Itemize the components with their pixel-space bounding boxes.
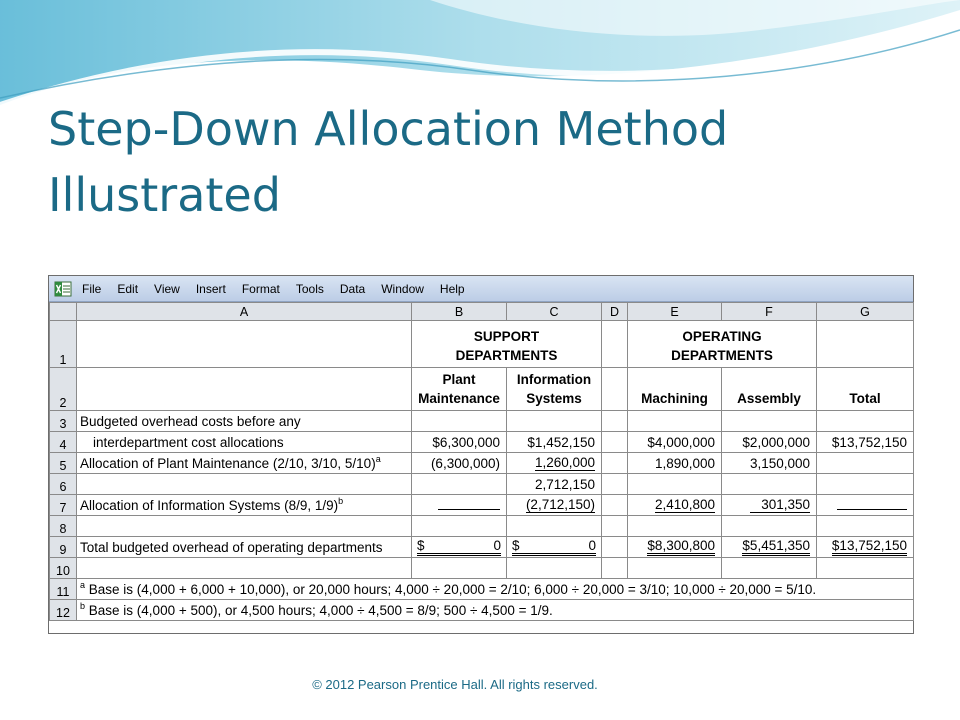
cell[interactable]: [722, 516, 817, 537]
cell-plant-maintenance[interactable]: [412, 495, 507, 516]
footnote-a[interactable]: [77, 579, 914, 600]
double-underlined-total: [512, 538, 596, 556]
excel-app-icon: [54, 281, 72, 297]
cell-information-systems[interactable]: [507, 537, 602, 558]
row-number[interactable]: 6: [50, 474, 77, 495]
cell-total[interactable]: [817, 495, 914, 516]
footnote-marker: b: [80, 600, 86, 611]
cell[interactable]: [628, 516, 722, 537]
row-label-text: Allocation of Plant Maintenance (2/10, 3/10, 5/10): [80, 455, 376, 471]
row-number[interactable]: 9: [50, 537, 77, 558]
row-number[interactable]: 8: [50, 516, 77, 537]
cell[interactable]: [77, 516, 412, 537]
cell[interactable]: [507, 558, 602, 579]
cell-information-systems[interactable]: [507, 495, 602, 516]
menu-window[interactable]: Window: [381, 281, 424, 296]
plant-line-1: Plant: [442, 372, 476, 387]
footnote-marker: a: [80, 579, 86, 590]
cell-plant-maintenance[interactable]: [412, 537, 507, 558]
plant-line-2: Maintenance: [418, 391, 500, 406]
cell[interactable]: [602, 495, 628, 516]
cell-information-systems[interactable]: 2,712,150: [507, 474, 602, 495]
support-departments-header[interactable]: [412, 321, 602, 368]
double-underlined-value: $8,300,800: [647, 538, 715, 556]
menu-format[interactable]: Format: [241, 281, 280, 296]
row-number[interactable]: 5: [50, 453, 77, 474]
cell-information-systems[interactable]: [507, 453, 602, 474]
menu-insert[interactable]: Insert: [195, 281, 226, 296]
cell[interactable]: [817, 558, 914, 579]
column-header-c[interactable]: C: [507, 303, 602, 321]
cell-plant-maintenance[interactable]: $6,300,000: [412, 432, 507, 453]
spreadsheet-menu-bar: [49, 276, 913, 302]
slide-title-line-2: Illustrated: [48, 168, 281, 222]
table-row: [50, 368, 914, 411]
column-header-b[interactable]: B: [412, 303, 507, 321]
table-row: [50, 411, 914, 432]
row-number[interactable]: 1: [50, 321, 77, 368]
footnote-b[interactable]: [77, 600, 914, 621]
table-row: [50, 537, 914, 558]
cell[interactable]: [77, 474, 412, 495]
column-header-f[interactable]: F: [722, 303, 817, 321]
total-header[interactable]: Total: [817, 368, 914, 411]
column-header-e[interactable]: E: [628, 303, 722, 321]
cell[interactable]: [602, 474, 628, 495]
cell-machining[interactable]: $4,000,000: [628, 432, 722, 453]
menu-file[interactable]: File: [82, 281, 102, 296]
column-header-d[interactable]: D: [602, 303, 628, 321]
slide-title: [48, 96, 908, 228]
cell[interactable]: [817, 474, 914, 495]
row-number[interactable]: 4: [50, 432, 77, 453]
information-systems-header[interactable]: [507, 368, 602, 411]
dollar-sign: $: [417, 538, 425, 553]
copyright-footer: © 2012 Pearson Prentice Hall. All rights reserved.: [312, 677, 598, 692]
cell[interactable]: [412, 558, 507, 579]
cell-assembly[interactable]: [722, 495, 817, 516]
row-label[interactable]: [77, 453, 412, 474]
cell[interactable]: [817, 516, 914, 537]
cell[interactable]: [602, 432, 628, 453]
zero-value: 0: [493, 538, 501, 553]
select-all-corner[interactable]: [50, 303, 77, 321]
operating-line-1: OPERATING: [682, 329, 762, 344]
cell[interactable]: [507, 411, 602, 432]
cell-assembly[interactable]: [722, 537, 817, 558]
cell-information-systems[interactable]: $1,452,150: [507, 432, 602, 453]
machining-header[interactable]: Machining: [628, 368, 722, 411]
table-row: [50, 579, 914, 600]
cell-machining[interactable]: [628, 537, 722, 558]
cell[interactable]: [602, 453, 628, 474]
row-label[interactable]: interdepartment cost allocations: [77, 432, 412, 453]
cell[interactable]: [722, 474, 817, 495]
assembly-header[interactable]: Assembly: [722, 368, 817, 411]
column-header-row: [50, 303, 914, 321]
row-label[interactable]: Budgeted overhead costs before any: [77, 411, 412, 432]
cell-total[interactable]: $13,752,150: [817, 432, 914, 453]
table-row: [50, 558, 914, 579]
cell-plant-maintenance[interactable]: (6,300,000): [412, 453, 507, 474]
double-underlined-total: [417, 538, 501, 556]
footnote-a-text: Base is (4,000 + 6,000 + 10,000), or 20,000 hours; 4,000 ÷ 20,000 = 2/10; 6,000 ÷ 20,000 = 3/10; 10,000 ÷ 20,000 = 5/10.: [88, 581, 817, 597]
column-header-a[interactable]: A: [77, 303, 412, 321]
footnote-marker: b: [338, 495, 344, 506]
cell[interactable]: [602, 368, 628, 411]
double-underlined-value: $5,451,350: [742, 538, 810, 556]
underline-rule: [837, 497, 907, 510]
cell[interactable]: [77, 321, 412, 368]
menu-tools[interactable]: Tools: [295, 281, 324, 296]
cell[interactable]: [602, 537, 628, 558]
row-label[interactable]: Total budgeted overhead of operating departments: [77, 537, 412, 558]
table-row: [50, 453, 914, 474]
underlined-value: 1,260,000: [534, 455, 595, 470]
row-number[interactable]: 7: [50, 495, 77, 516]
table-row: [50, 474, 914, 495]
cell[interactable]: [602, 558, 628, 579]
cell[interactable]: [722, 558, 817, 579]
slide-title-line-1: Step-Down Allocation Method: [48, 102, 729, 156]
table-row: [50, 432, 914, 453]
column-header-g[interactable]: G: [817, 303, 914, 321]
cell-total[interactable]: [817, 537, 914, 558]
cell[interactable]: [817, 411, 914, 432]
operating-departments-header[interactable]: [628, 321, 817, 368]
cell-assembly[interactable]: $2,000,000: [722, 432, 817, 453]
row-number[interactable]: 11: [50, 579, 77, 600]
row-number[interactable]: 12: [50, 600, 77, 621]
cell-assembly[interactable]: 3,150,000: [722, 453, 817, 474]
zero-value: 0: [588, 538, 596, 553]
cell[interactable]: [602, 516, 628, 537]
menu-view[interactable]: View: [154, 281, 180, 296]
double-underlined-value: $13,752,150: [832, 538, 907, 556]
footnote-marker: a: [375, 453, 381, 464]
cell[interactable]: [817, 453, 914, 474]
table-row: [50, 516, 914, 537]
menu-data[interactable]: Data: [339, 281, 366, 296]
cell[interactable]: [628, 558, 722, 579]
row-label-text: Allocation of Information Systems (8/9, 1/9): [80, 497, 339, 513]
info-line-1: Information: [516, 372, 592, 387]
menu-help[interactable]: Help: [439, 281, 465, 296]
underlined-value: 301,350: [750, 497, 810, 513]
cell[interactable]: [722, 411, 817, 432]
dollar-sign: $: [512, 538, 520, 553]
cell[interactable]: [602, 411, 628, 432]
allocation-table: [49, 302, 914, 621]
operating-line-2: DEPARTMENTS: [671, 348, 773, 363]
row-label[interactable]: [77, 495, 412, 516]
cell[interactable]: [412, 411, 507, 432]
spreadsheet-screenshot: [48, 275, 914, 634]
cell[interactable]: [77, 558, 412, 579]
row-number[interactable]: 2: [50, 368, 77, 411]
cell-machining[interactable]: [628, 495, 722, 516]
table-row: [50, 600, 914, 621]
support-line-2: DEPARTMENTS: [455, 348, 558, 363]
plant-maintenance-header[interactable]: [412, 368, 507, 411]
menu-edit[interactable]: Edit: [117, 281, 139, 296]
row-number[interactable]: 3: [50, 411, 77, 432]
cell[interactable]: [602, 321, 628, 368]
cell[interactable]: [507, 516, 602, 537]
table-row: [50, 495, 914, 516]
cell[interactable]: [817, 321, 914, 368]
cell[interactable]: [412, 516, 507, 537]
table-row: [50, 321, 914, 368]
cell-machining[interactable]: 1,890,000: [628, 453, 722, 474]
cell[interactable]: [628, 474, 722, 495]
cell[interactable]: [628, 411, 722, 432]
cell[interactable]: [412, 474, 507, 495]
underlined-value: 2,410,800: [654, 497, 715, 512]
cell[interactable]: [77, 368, 412, 411]
underlined-value: (2,712,150): [525, 497, 595, 512]
support-line-1: SUPPORT: [473, 329, 540, 344]
footnote-b-text: Base is (4,000 + 500), or 4,500 hours; 4,000 ÷ 4,500 = 8/9; 500 ÷ 4,500 = 1/9.: [88, 602, 553, 618]
row-number[interactable]: 10: [50, 558, 77, 579]
info-line-2: Systems: [526, 391, 582, 406]
underline-rule: [438, 497, 500, 510]
